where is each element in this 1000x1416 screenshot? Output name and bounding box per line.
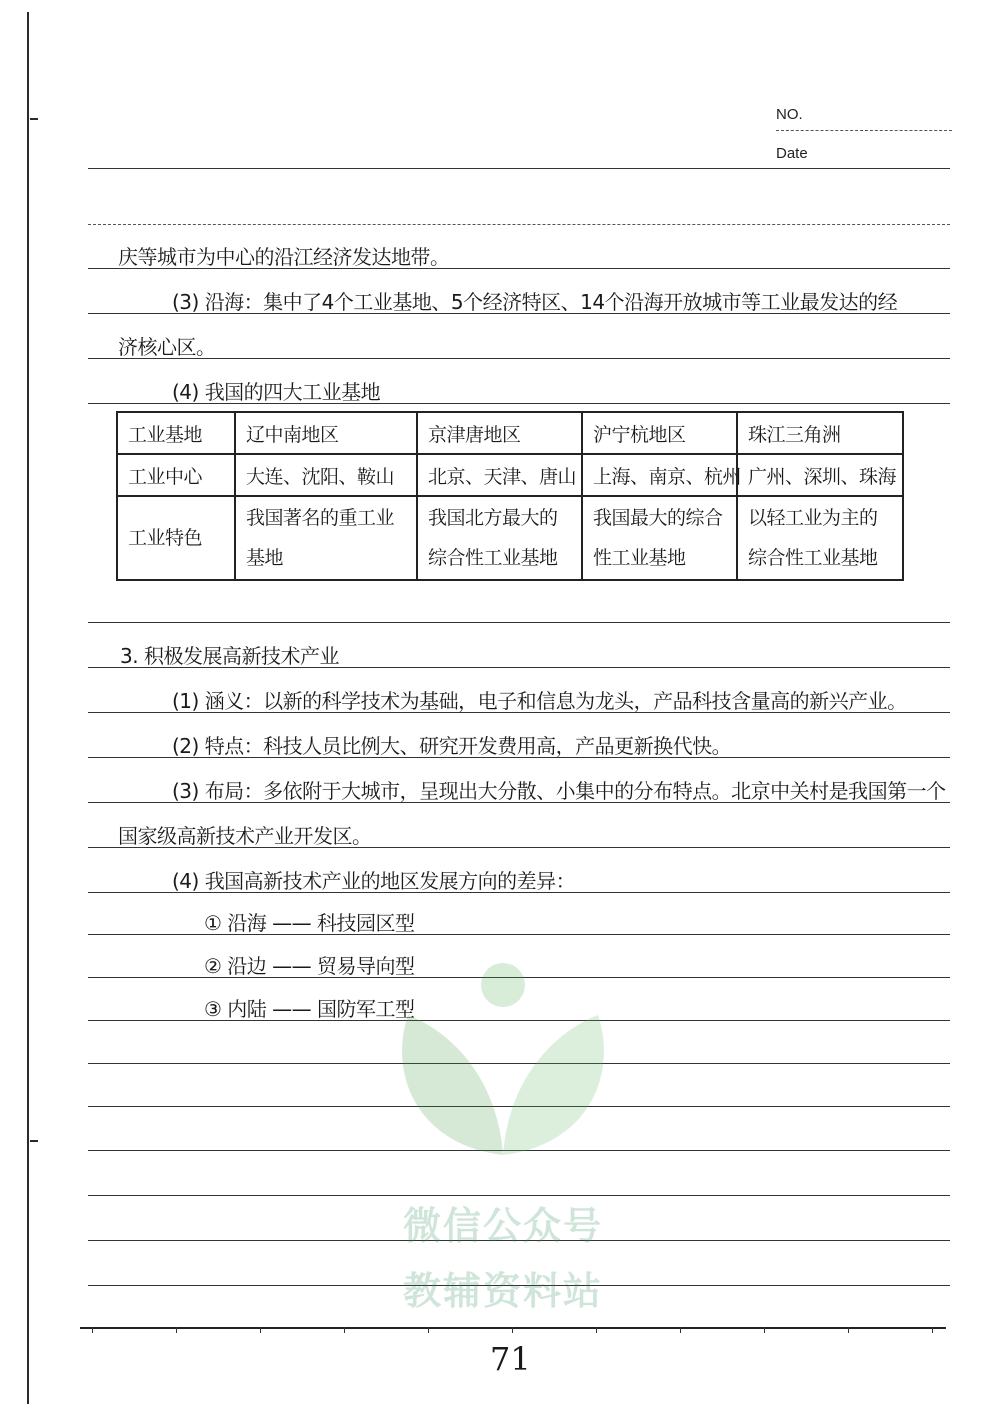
table-cell: 大连、沈阳、鞍山: [235, 454, 417, 496]
ruler-tick: [848, 1327, 849, 1333]
section-heading: 3. 积极发展高新技术产业: [120, 644, 339, 668]
table-cell: 珠江三角洲: [737, 412, 903, 454]
table-cell: 广州、深圳、珠海: [737, 454, 903, 496]
table-cell: 辽中南地区: [235, 412, 417, 454]
margin-tick: [30, 118, 38, 120]
ruler-tick: [344, 1327, 345, 1333]
note-line: (3) 沿海：集中了4个工业基地、5个经济特区、14个沿海开放城市等工业最发达的经: [172, 290, 898, 314]
no-field-dots: [776, 130, 952, 131]
ruler-tick: [428, 1327, 429, 1333]
margin-tick: [30, 1140, 38, 1142]
note-line: 国家级高新技术产业开发区。: [118, 824, 372, 848]
page-number: 71: [490, 1340, 531, 1378]
note-line: (1) 涵义：以新的科学技术为基础，电子和信息为龙头，产品科技含量高的新兴产业。: [172, 689, 907, 713]
ruled-line: [88, 168, 950, 169]
note-line: (3) 布局：多依附于大城市，呈现出大分散、小集中的分布特点。北京中关村是我国第一个: [172, 779, 946, 803]
table-row: [117, 412, 903, 454]
table-cell: 我国著名的重工业基地: [235, 496, 417, 580]
table-cell: 沪宁杭地区: [582, 412, 737, 454]
table-row: [117, 454, 903, 496]
ruler-tick: [176, 1327, 177, 1333]
date-label: Date: [776, 145, 808, 162]
table-cell: 工业特色: [117, 496, 235, 580]
watermark-line-2: 教辅资料站: [402, 1269, 603, 1313]
table-cell: 工业中心: [117, 454, 235, 496]
ruler-tick: [260, 1327, 261, 1333]
ruled-line: [88, 224, 950, 225]
note-line: (2) 特点：科技人员比例大、研究开发费用高，产品更新换代快。: [172, 734, 732, 758]
table-cell: 我国北方最大的综合性工业基地: [417, 496, 582, 580]
note-line: 济核心区。: [118, 335, 216, 359]
ruler-tick: [680, 1327, 681, 1333]
ruler-tick: [512, 1327, 513, 1333]
note-line: (4) 我国高新技术产业的地区发展方向的差异：: [172, 869, 576, 893]
ruled-line: [88, 622, 950, 623]
margin-line: [27, 12, 29, 1404]
no-label: NO.: [776, 106, 803, 123]
table-cell: 工业基地: [117, 412, 235, 454]
watermark-line-1: 微信公众号: [402, 1204, 603, 1248]
table-row: [117, 496, 903, 580]
watermark: [378, 955, 628, 1315]
note-line: (4) 我国的四大工业基地: [172, 380, 381, 404]
industrial-bases-table: [116, 411, 904, 581]
ruler-tick: [92, 1327, 93, 1333]
leaf-logo-icon: [378, 955, 628, 1165]
note-line: ② 沿边 —— 贸易导向型: [204, 954, 415, 978]
note-line: 庆等城市为中心的沿江经济发达地带。: [118, 245, 450, 269]
ruler-tick: [596, 1327, 597, 1333]
table-cell: 上海、南京、杭州: [582, 454, 737, 496]
ruled-line: [88, 358, 950, 359]
table-cell: 我国最大的综合性工业基地: [582, 496, 737, 580]
ruler-tick: [932, 1327, 933, 1333]
note-line: ③ 内陆 —— 国防军工型: [204, 997, 415, 1021]
bottom-rule: [80, 1327, 946, 1329]
table-cell: 京津唐地区: [417, 412, 582, 454]
ruler-tick: [764, 1327, 765, 1333]
table-cell: 以轻工业为主的综合性工业基地: [737, 496, 903, 580]
note-line: ① 沿海 —— 科技园区型: [204, 911, 415, 935]
table-cell: 北京、天津、唐山: [417, 454, 582, 496]
